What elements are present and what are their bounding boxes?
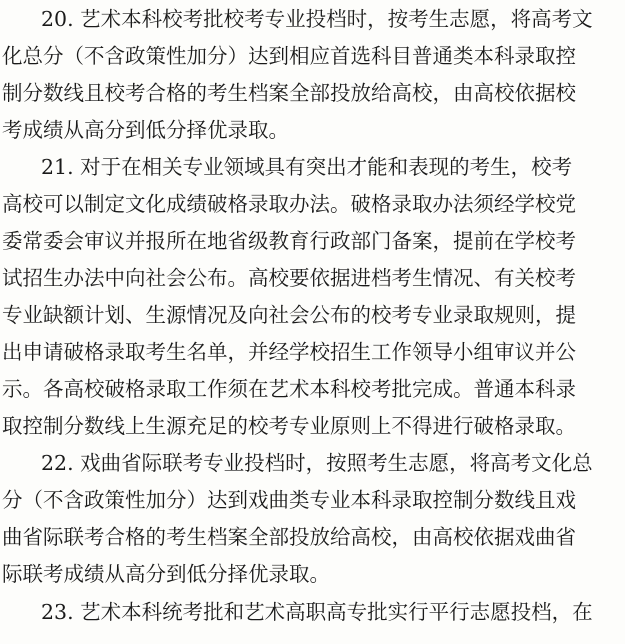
para-21-line-2: 高校可以制定文化成绩破格录取办法。破格录取办法须经学校党	[2, 192, 576, 216]
para-21-line-3: 委常委会审议并报所在地省级教育行政部门备案，提前在学校考	[2, 229, 576, 253]
para-20-line-4: 考成绩从高分到低分择优录取。	[2, 118, 289, 142]
para-22-line-3: 曲省际联考合格的考生档案全部投放给高校，由高校依据戏曲省	[2, 525, 576, 549]
para-21-line-1: 21. 对于在相关专业领域具有突出才能和表现的考生，校考	[41, 155, 573, 179]
para-23-line-1: 23. 艺术本科统考批和艺术高职高专批实行平行志愿投档，在	[41, 600, 593, 624]
para-22-line-4: 际联考成绩从高分到低分择优录取。	[2, 562, 330, 586]
para-21-line-7: 示。各高校破格录取工作须在艺术本科校考批完成。普通本科录	[2, 377, 576, 401]
para-21-line-5: 专业缺额计划、生源情况及向社会公布的校考专业录取规则，提	[2, 303, 576, 327]
para-20-line-3: 制分数线且校考合格的考生档案全部投放给高校，由高校依据校	[2, 81, 576, 105]
para-20-line-2: 化总分（不含政策性加分）达到相应首选科目普通类本科录取控	[2, 44, 576, 68]
para-21-line-6: 出申请破格录取考生名单，并经学校招生工作领导小组审议并公	[2, 340, 576, 364]
para-21-line-4: 试招生办法中向社会公布。高校要依据进档考生情况、有关校考	[2, 266, 576, 290]
para-21-line-8: 取控制分数线上生源充足的校考专业原则上不得进行破格录取。	[2, 414, 576, 438]
para-22-line-2: 分（不含政策性加分）达到戏曲类专业本科录取控制分数线且戏	[2, 488, 576, 512]
para-20-line-1: 20. 艺术本科校考批校考专业投档时，按考生志愿，将高考文	[41, 7, 593, 31]
para-22-line-1: 22. 戏曲省际联考专业投档时，按照考生志愿，将高考文化总	[41, 451, 593, 475]
